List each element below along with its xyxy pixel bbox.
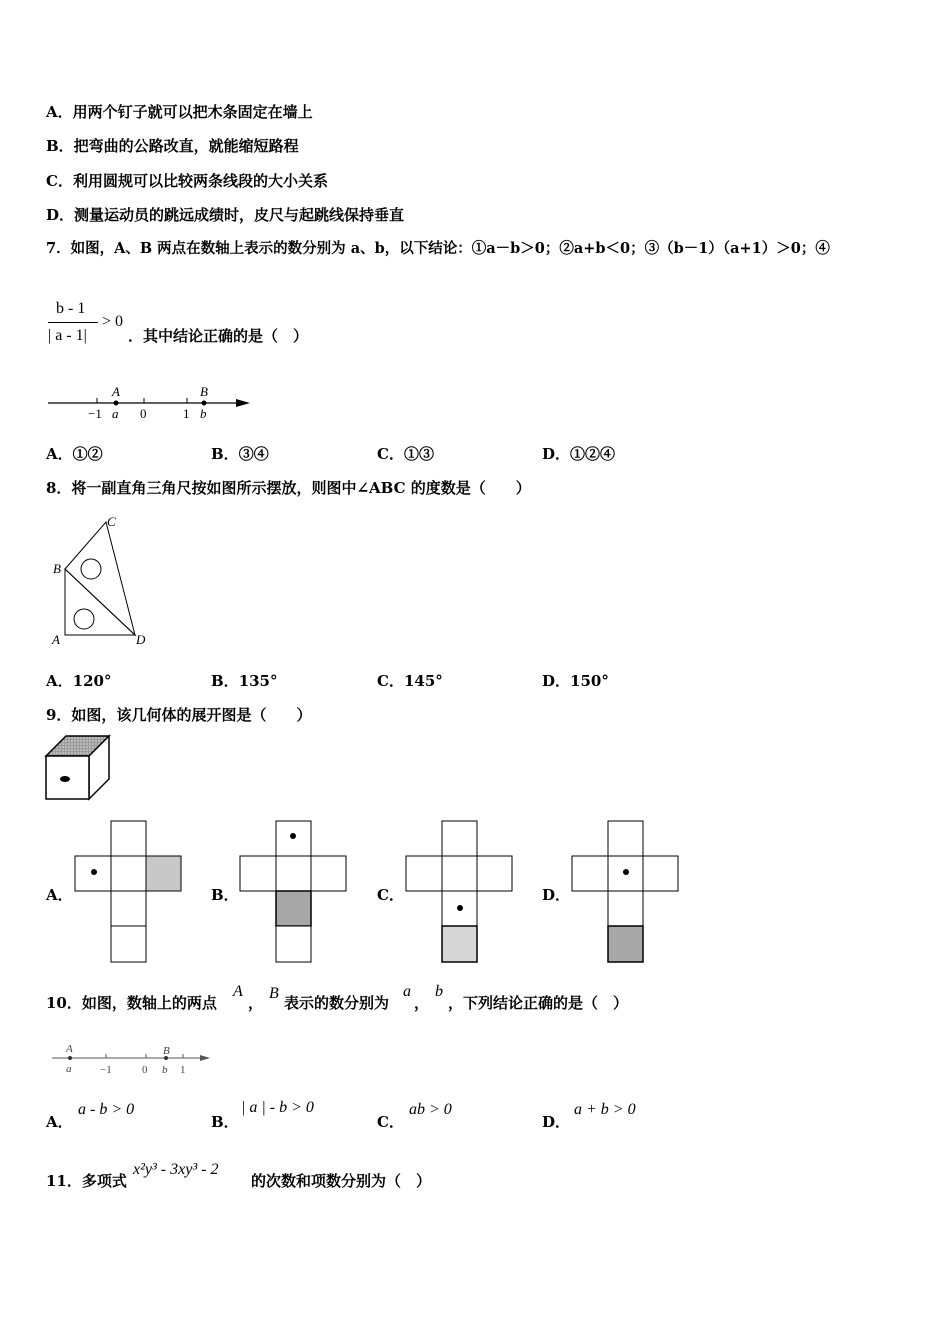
net-square [240, 856, 276, 891]
q9-option-a-label: A． [46, 886, 73, 904]
q7-axis-arrow [236, 399, 250, 407]
option-text: ①③ [403, 445, 434, 463]
net-square [406, 856, 442, 891]
option-text: ③④ [238, 445, 269, 463]
net-square [111, 856, 146, 891]
q10-number-line [50, 1042, 220, 1082]
q10-axis-arrow [200, 1055, 210, 1061]
net-shaded-square [276, 891, 311, 926]
q10-option-b-letter: B． [211, 1113, 239, 1131]
q11-polynomial: x²y³ - 3xy³ - 2 [133, 1161, 219, 1178]
q8-option-c [377, 672, 443, 690]
q6-option-c: C．利用圆规可以比较两条线段的大小关系 [46, 172, 328, 190]
q7-tick-label-1: 1 [183, 406, 190, 421]
q7-stem-tail: ．其中结论正确的是（ ） [128, 327, 309, 345]
q10-option-c-letter: C． [377, 1113, 404, 1131]
q7-tick-label-neg1: −1 [88, 406, 102, 421]
option-text: ①② [72, 445, 103, 463]
q7-number-line [46, 382, 256, 422]
option-letter: A． [46, 445, 73, 463]
net-square [608, 891, 643, 926]
q10-var-A: A [233, 983, 243, 1000]
net-dot [623, 869, 629, 875]
q8-triangle-figure [48, 512, 158, 647]
option-text: 145° [403, 672, 443, 690]
q8-stem: 8．将一副直角三角尺按如图所示摆放，则图中∠ABC 的度数是（ ） [46, 479, 531, 497]
q6-option-b: B．把弯曲的公路改直，就能缩短路程 [46, 137, 299, 155]
q8-label-A: A [52, 632, 60, 647]
q7-tick-label-0: 0 [140, 406, 147, 421]
q10-stem-part3: ，下列结论正确的是（ ） [448, 994, 629, 1012]
q8-label-B: B [53, 561, 61, 576]
q10-point-a [68, 1056, 72, 1060]
q10-tick-label-neg1: −1 [100, 1064, 112, 1076]
q7-point-a [114, 401, 119, 406]
q9-net-c [405, 820, 515, 965]
option-letter: C． [377, 445, 404, 463]
q9-option-c-label: C． [377, 886, 404, 904]
net-dot [91, 869, 97, 875]
option-letter: C． [377, 672, 404, 690]
q8-circle-upper [81, 559, 101, 579]
net-shaded-square [608, 926, 643, 962]
q10-option-a-letter: A． [46, 1113, 73, 1131]
q9-option-d-label: D． [542, 886, 571, 904]
net-dot [290, 833, 296, 839]
q7-label-B: B [200, 384, 208, 399]
q7-point-b [202, 401, 207, 406]
q7-option-b [211, 445, 269, 463]
q10-stem-part1: 10．如图，数轴上的两点 [46, 994, 217, 1012]
q10-tick-label-0: 0 [142, 1064, 148, 1076]
q10-option-d-expr: a + b > 0 [574, 1101, 636, 1118]
q10-label-A: A [66, 1043, 73, 1055]
q10-option-b-expr: | a | - b > 0 [241, 1099, 314, 1116]
q10-option-d-letter: D． [542, 1113, 571, 1131]
q7-fraction [46, 300, 136, 350]
q9-net-d [571, 820, 681, 965]
option-letter: A． [46, 672, 73, 690]
q10-label-a: a [66, 1063, 72, 1075]
option-letter: B． [211, 445, 239, 463]
option-text: 150° [570, 672, 609, 690]
q7-frac-relation: > 0 [102, 313, 124, 330]
q9-cube-figure [44, 734, 114, 804]
option-letter: B． [211, 672, 239, 690]
q7-option-c [377, 445, 434, 463]
option-text: 135° [238, 672, 278, 690]
q10-label-B: B [163, 1045, 170, 1057]
q10-var-b: b [435, 983, 443, 1000]
q10-var-a: a [403, 983, 411, 1000]
net-square [643, 856, 678, 891]
q7-label-A: A [112, 384, 120, 399]
q8-label-C: C [107, 514, 116, 529]
net-square [111, 926, 146, 962]
q8-triangle-bcd [65, 522, 135, 635]
q10-option-a-expr: a - b > 0 [78, 1101, 135, 1118]
q7-label-b: b [200, 406, 207, 421]
option-text: 120° [72, 672, 112, 690]
q7-option-a [46, 445, 103, 463]
net-square [311, 856, 346, 891]
q10-sep-2: ， [414, 994, 430, 1012]
q9-net-b [239, 820, 349, 965]
q10-stem-part2: 表示的数分别为 [284, 994, 390, 1012]
q10-tick-label-1: 1 [180, 1064, 186, 1076]
net-square [572, 856, 608, 891]
q8-label-D: D [136, 632, 146, 647]
q11-stem-part2: 的次数和项数分别为（ ） [251, 1172, 432, 1190]
net-square [276, 856, 311, 891]
net-square [276, 926, 311, 962]
option-letter: D． [542, 445, 571, 463]
q11-stem-part1: 11．多项式 [46, 1172, 127, 1190]
q8-option-a [46, 672, 111, 690]
q7-frac-numerator: b - 1 [56, 300, 86, 317]
q9-option-b-label: B． [211, 886, 239, 904]
q10-sep-1: ， [248, 994, 264, 1012]
q8-option-b [211, 672, 278, 690]
q10-option-c-expr: ab > 0 [409, 1101, 452, 1118]
q7-label-a: a [112, 406, 119, 421]
net-square [442, 856, 477, 891]
option-text: ①②④ [570, 445, 616, 463]
q9-net-a [74, 820, 184, 965]
q7-frac-denominator: | a - 1| [48, 327, 87, 344]
q9-stem: 9．如图，该几何体的展开图是（ ） [46, 706, 312, 724]
net-shaded-square [442, 926, 477, 962]
net-square [477, 856, 512, 891]
q7-option-d [542, 445, 615, 463]
q9-cube-dot [60, 776, 70, 782]
net-square [111, 891, 146, 926]
q6-option-d: D．测量运动员的跳远成绩时，皮尺与起跳线保持垂直 [46, 206, 405, 224]
option-letter: D． [542, 672, 571, 690]
net-dot [457, 905, 463, 911]
q8-option-d [542, 672, 609, 690]
q10-var-B: B [269, 985, 279, 1002]
q7-frac-bar [48, 322, 98, 323]
net-square [608, 821, 643, 856]
q8-circle-lower [74, 609, 94, 629]
net-shaded-square [146, 856, 181, 891]
q6-option-a: A．用两个钉子就可以把木条固定在墙上 [46, 103, 313, 121]
net-square [111, 821, 146, 856]
q10-label-b: b [162, 1064, 168, 1076]
q7-stem: 7．如图，A、B 两点在数轴上表示的数分别为 a、b，以下结论：①a－b＞0；②a+b＜0；③（b－1）（a+1）＞0；④ [46, 240, 830, 257]
net-square [442, 821, 477, 856]
